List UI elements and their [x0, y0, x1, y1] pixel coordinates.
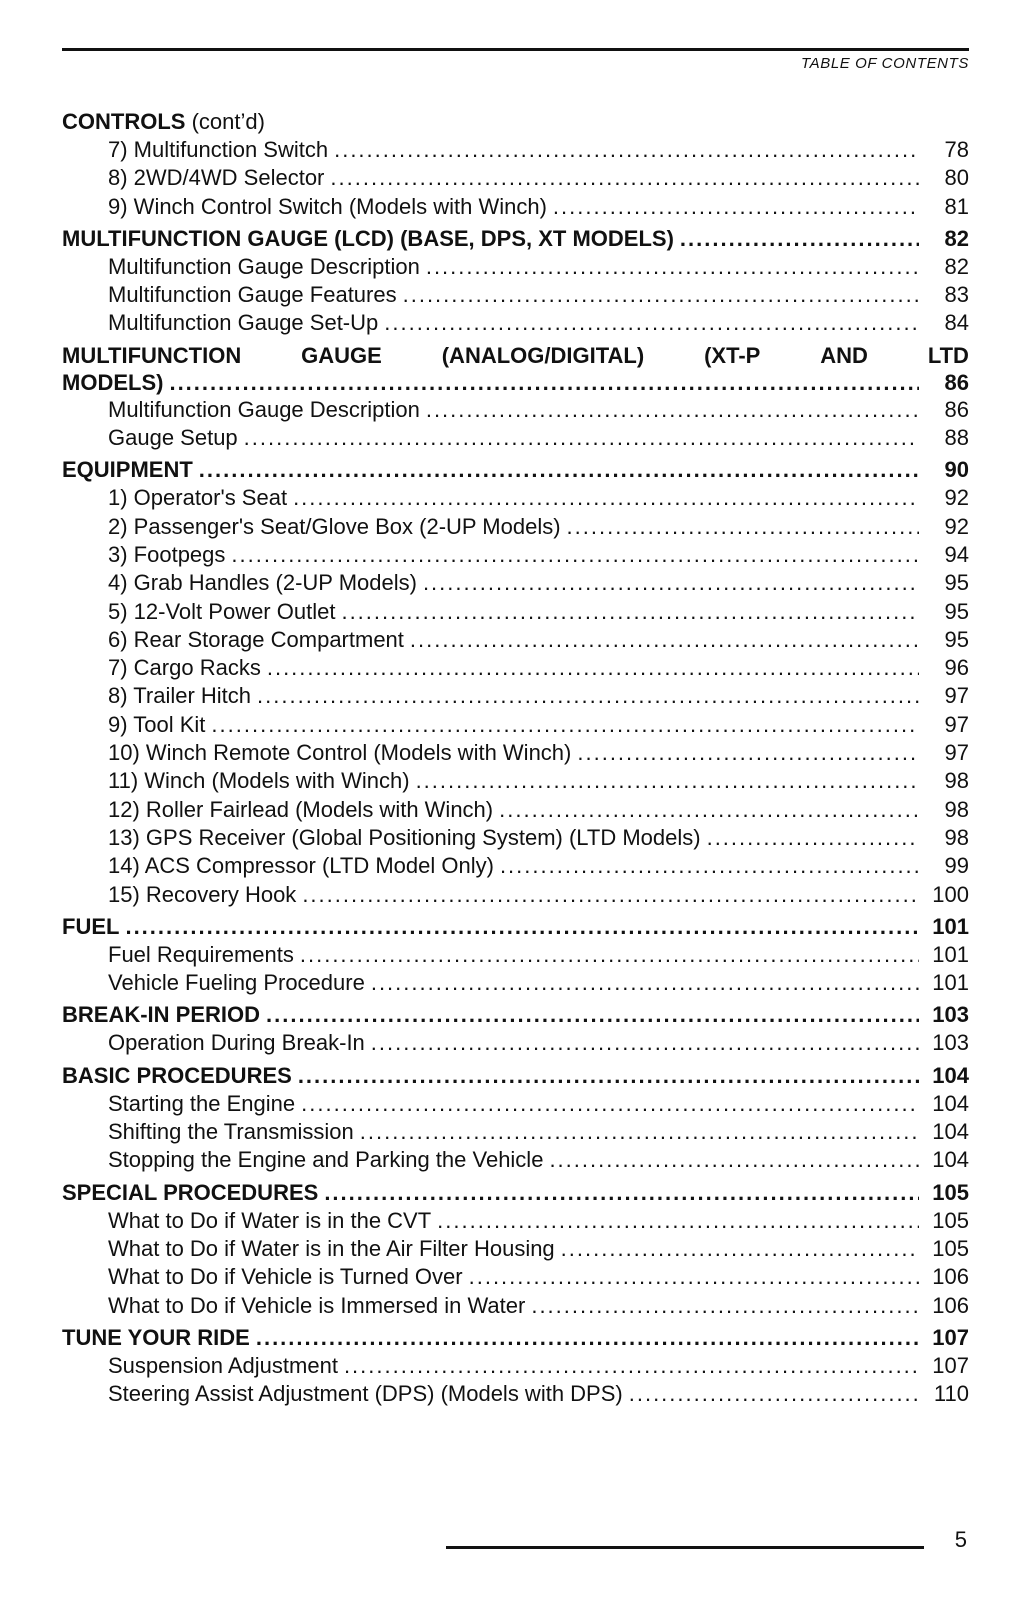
dot-leader	[125, 913, 919, 941]
entry-title: Multifunction Gauge Set-Up	[108, 310, 379, 336]
entry-page: 92	[944, 513, 969, 539]
dot-leader	[499, 796, 919, 824]
entry-page: 105	[932, 1207, 969, 1233]
entry-title: 1) Operator's Seat	[108, 485, 288, 511]
section-heading[interactable]	[62, 456, 969, 484]
entry-page: 106	[932, 1292, 969, 1318]
entry-page: 95	[944, 570, 969, 596]
toc-entry[interactable]	[62, 796, 969, 824]
toc-entry[interactable]	[62, 253, 969, 281]
entry-page: 103	[932, 1030, 969, 1056]
dot-leader	[384, 309, 919, 337]
entry-page: 104	[932, 1090, 969, 1116]
toc-entry[interactable]	[62, 281, 969, 309]
entry-page: 96	[944, 655, 969, 681]
section-heading[interactable]	[62, 342, 969, 396]
section-title: BASIC PROCEDURES	[62, 1062, 292, 1088]
entry-title: Steering Assist Adjustment (DPS) (Models with DPS)	[108, 1381, 623, 1407]
entry-page: 107	[932, 1352, 969, 1378]
dot-leader	[567, 513, 919, 541]
section-title-word: GAUGE	[301, 342, 382, 368]
entry-page: 105	[932, 1235, 969, 1261]
dot-leader	[211, 711, 919, 739]
footer-rule	[446, 1546, 924, 1549]
dot-leader	[707, 824, 919, 852]
dot-leader	[553, 193, 919, 221]
entry-page: 104	[932, 1147, 969, 1173]
entry-page: 98	[944, 768, 969, 794]
section-heading[interactable]	[62, 1324, 969, 1352]
dot-leader	[561, 1235, 919, 1263]
dot-leader	[266, 1001, 919, 1029]
section-heading[interactable]	[62, 1062, 969, 1090]
toc-section-gauge-lcd	[62, 225, 969, 338]
entry-page: 106	[932, 1264, 969, 1290]
toc-entry[interactable]	[62, 598, 969, 626]
entry-title: Vehicle Fueling Procedure	[108, 970, 365, 996]
entry-title: Shifting the Transmission	[108, 1119, 354, 1145]
section-title-word: MULTIFUNCTION	[62, 342, 242, 368]
dot-leader	[257, 682, 919, 710]
toc-section-break-in	[62, 1001, 969, 1057]
section-page: 101	[932, 913, 969, 939]
entry-page: 98	[944, 796, 969, 822]
entry-title: Multifunction Gauge Description	[108, 396, 420, 422]
entry-page: 97	[944, 711, 969, 737]
section-page: 90	[944, 457, 969, 483]
section-title: EQUIPMENT	[62, 457, 193, 483]
dot-leader	[423, 569, 919, 597]
toc-section-tune-your-ride	[62, 1324, 969, 1409]
entry-page: 82	[944, 253, 969, 279]
entry-page: 95	[944, 598, 969, 624]
dot-leader	[437, 1207, 919, 1235]
toc-entry[interactable]	[62, 1235, 969, 1263]
dot-leader	[629, 1380, 919, 1408]
toc-entry[interactable]	[62, 941, 969, 969]
dot-leader	[302, 881, 919, 909]
toc-entry[interactable]	[62, 767, 969, 795]
dot-leader	[244, 424, 919, 452]
entry-title: Stopping the Engine and Parking the Vehicle	[108, 1147, 544, 1173]
dot-leader	[231, 541, 919, 569]
entry-page: 94	[944, 541, 969, 567]
dot-leader	[426, 253, 919, 281]
entry-title: 9) Winch Control Switch (Models with Winch)	[108, 193, 547, 219]
section-page: 86	[944, 369, 969, 395]
dot-leader	[371, 1029, 919, 1057]
entry-title: What to Do if Vehicle is Turned Over	[108, 1264, 463, 1290]
section-page: 107	[932, 1324, 969, 1350]
entry-page: 81	[944, 193, 969, 219]
toc-section-fuel	[62, 913, 969, 998]
dot-leader	[267, 654, 919, 682]
entry-title: 10) Winch Remote Control (Models with Winch)	[108, 740, 572, 766]
dot-leader	[256, 1324, 919, 1352]
dot-leader	[341, 598, 919, 626]
dot-leader	[577, 739, 919, 767]
header-rule	[62, 48, 969, 51]
entry-title: Gauge Setup	[108, 425, 238, 451]
toc-entry[interactable]	[62, 969, 969, 997]
toc-entry[interactable]	[62, 424, 969, 452]
dot-leader	[199, 456, 919, 484]
entry-page: 98	[944, 824, 969, 850]
entry-title: What to Do if Water is in the Air Filter Housing	[108, 1235, 555, 1261]
entry-page: 100	[932, 881, 969, 907]
toc-entry[interactable]	[62, 1029, 969, 1057]
entry-page: 97	[944, 683, 969, 709]
toc-entry[interactable]	[62, 682, 969, 710]
toc-entry[interactable]	[62, 513, 969, 541]
toc-section-basic-procedures	[62, 1062, 969, 1175]
toc-entry[interactable]	[62, 1292, 969, 1320]
toc-entry[interactable]	[62, 541, 969, 569]
table-of-contents	[62, 108, 969, 1412]
section-title-word: LTD	[927, 342, 969, 368]
entry-title: 14) ACS Compressor (LTD Model Only)	[108, 853, 494, 879]
entry-page: 110	[933, 1381, 969, 1407]
dot-leader	[531, 1292, 919, 1320]
dot-leader	[416, 767, 919, 795]
entry-page: 78	[944, 137, 969, 162]
entry-title: What to Do if Water is in the CVT	[108, 1207, 432, 1233]
toc-entry[interactable]	[62, 626, 969, 654]
entry-title: 8) Trailer Hitch	[108, 683, 252, 709]
dot-leader	[500, 852, 919, 880]
dot-leader	[680, 225, 919, 253]
section-title: MULTIFUNCTION GAUGE (LCD) (BASE, DPS, XT MODELS)	[62, 225, 674, 251]
entry-title: 5) 12-Volt Power Outlet	[108, 598, 336, 624]
dot-leader	[301, 1090, 919, 1118]
dot-leader	[344, 1352, 919, 1380]
toc-entry[interactable]	[62, 1380, 969, 1408]
dot-leader	[324, 1179, 919, 1207]
entry-title: 13) GPS Receiver (Global Positioning System) (LTD Models)	[108, 824, 701, 850]
dot-leader	[469, 1263, 919, 1291]
dot-leader	[169, 369, 919, 396]
section-title-word: AND	[820, 342, 868, 368]
toc-entry[interactable]	[62, 881, 969, 909]
entry-page: 101	[932, 970, 969, 996]
section-page: 104	[932, 1062, 969, 1088]
toc-section-special-procedures	[62, 1179, 969, 1320]
entry-page: 92	[944, 485, 969, 511]
entry-title: 12) Roller Fairlead (Models with Winch)	[108, 796, 494, 822]
toc-entry[interactable]	[62, 1352, 969, 1380]
entry-page: 99	[944, 853, 969, 879]
dot-leader	[410, 626, 919, 654]
entry-title: 11) Winch (Models with Winch)	[108, 768, 410, 794]
entry-page: 80	[944, 165, 969, 191]
toc-section-equipment	[62, 456, 969, 908]
section-title-suffix: (cont’d)	[191, 109, 265, 134]
dot-leader	[300, 941, 919, 969]
toc-section-controls	[62, 108, 969, 221]
section-title-word: (ANALOG/DIGITAL)	[441, 342, 645, 368]
entry-title: 6) Rear Storage Compartment	[108, 626, 404, 652]
toc-entry[interactable]	[62, 1118, 969, 1146]
entry-title: 8) 2WD/4WD Selector	[108, 165, 325, 191]
toc-entry[interactable]	[62, 484, 969, 512]
toc-entry[interactable]	[62, 309, 969, 337]
section-heading[interactable]	[62, 1001, 969, 1029]
entry-title: Fuel Requirements	[108, 941, 294, 967]
toc-entry[interactable]	[62, 739, 969, 767]
entry-title: 2) Passenger's Seat/Glove Box (2-UP Models)	[108, 513, 561, 539]
toc-entry[interactable]	[62, 1263, 969, 1291]
section-heading[interactable]	[62, 913, 969, 941]
entry-title: 3) Footpegs	[108, 541, 226, 567]
entry-page: 101	[932, 941, 969, 967]
running-header: TABLE OF CONTENTS	[800, 55, 969, 72]
dot-leader	[403, 281, 919, 309]
section-page: 82	[944, 225, 969, 251]
section-title-line2: MODELS)	[62, 369, 164, 395]
toc-entry[interactable]	[62, 164, 969, 192]
entry-title: 9) Tool Kit	[108, 711, 206, 737]
section-title: FUEL	[62, 913, 120, 939]
entry-title: Multifunction Gauge Features	[108, 282, 397, 308]
page-number: 5	[954, 1527, 967, 1552]
dot-leader	[360, 1118, 919, 1146]
section-title-word: (XT-P	[704, 342, 761, 368]
entry-page: 88	[944, 425, 969, 451]
entry-page: 95	[944, 626, 969, 652]
section-title: SPECIAL PROCEDURES	[62, 1179, 319, 1205]
toc-entry[interactable]	[62, 193, 969, 221]
dot-leader	[298, 1062, 919, 1090]
section-title: TUNE YOUR RIDE	[62, 1324, 250, 1350]
entry-title: Multifunction Gauge Description	[108, 253, 420, 279]
entry-page: 83	[944, 282, 969, 308]
entry-title: 15) Recovery Hook	[108, 881, 297, 907]
toc-entry[interactable]	[62, 396, 969, 424]
section-heading[interactable]	[62, 108, 969, 136]
entry-page: 86	[944, 396, 969, 422]
entry-title: Suspension Adjustment	[108, 1352, 338, 1378]
toc-entry[interactable]	[62, 1207, 969, 1235]
section-heading[interactable]	[62, 1179, 969, 1207]
section-page: 105	[932, 1179, 969, 1205]
toc-entry[interactable]	[62, 824, 969, 852]
toc-entry[interactable]	[62, 136, 969, 164]
toc-entry[interactable]	[62, 1146, 969, 1174]
dot-leader	[330, 164, 919, 192]
section-heading[interactable]	[62, 225, 969, 253]
toc-entry[interactable]	[62, 711, 969, 739]
entry-title: What to Do if Vehicle is Immersed in Water	[108, 1292, 526, 1318]
dot-leader	[549, 1146, 919, 1174]
entry-title: Starting the Engine	[108, 1090, 296, 1116]
toc-entry[interactable]	[62, 852, 969, 880]
section-page: 103	[932, 1002, 969, 1028]
dot-leader	[293, 484, 919, 512]
toc-entry[interactable]	[62, 569, 969, 597]
dot-leader	[334, 136, 919, 164]
entry-title: Operation During Break-In	[108, 1030, 365, 1056]
entry-title: 7) Multifunction Switch	[108, 137, 329, 162]
dot-leader	[371, 969, 919, 997]
entry-page: 84	[944, 310, 969, 336]
section-title: BREAK-IN PERIOD	[62, 1002, 261, 1028]
section-title: CONTROLS	[62, 109, 186, 134]
toc-entry[interactable]	[62, 654, 969, 682]
entry-page: 104	[932, 1119, 969, 1145]
toc-entry[interactable]	[62, 1090, 969, 1118]
toc-section-gauge-analog	[62, 342, 969, 453]
dot-leader	[426, 396, 919, 424]
entry-page: 97	[944, 740, 969, 766]
entry-title: 7) Cargo Racks	[108, 655, 261, 681]
entry-title: 4) Grab Handles (2-UP Models)	[108, 570, 417, 596]
